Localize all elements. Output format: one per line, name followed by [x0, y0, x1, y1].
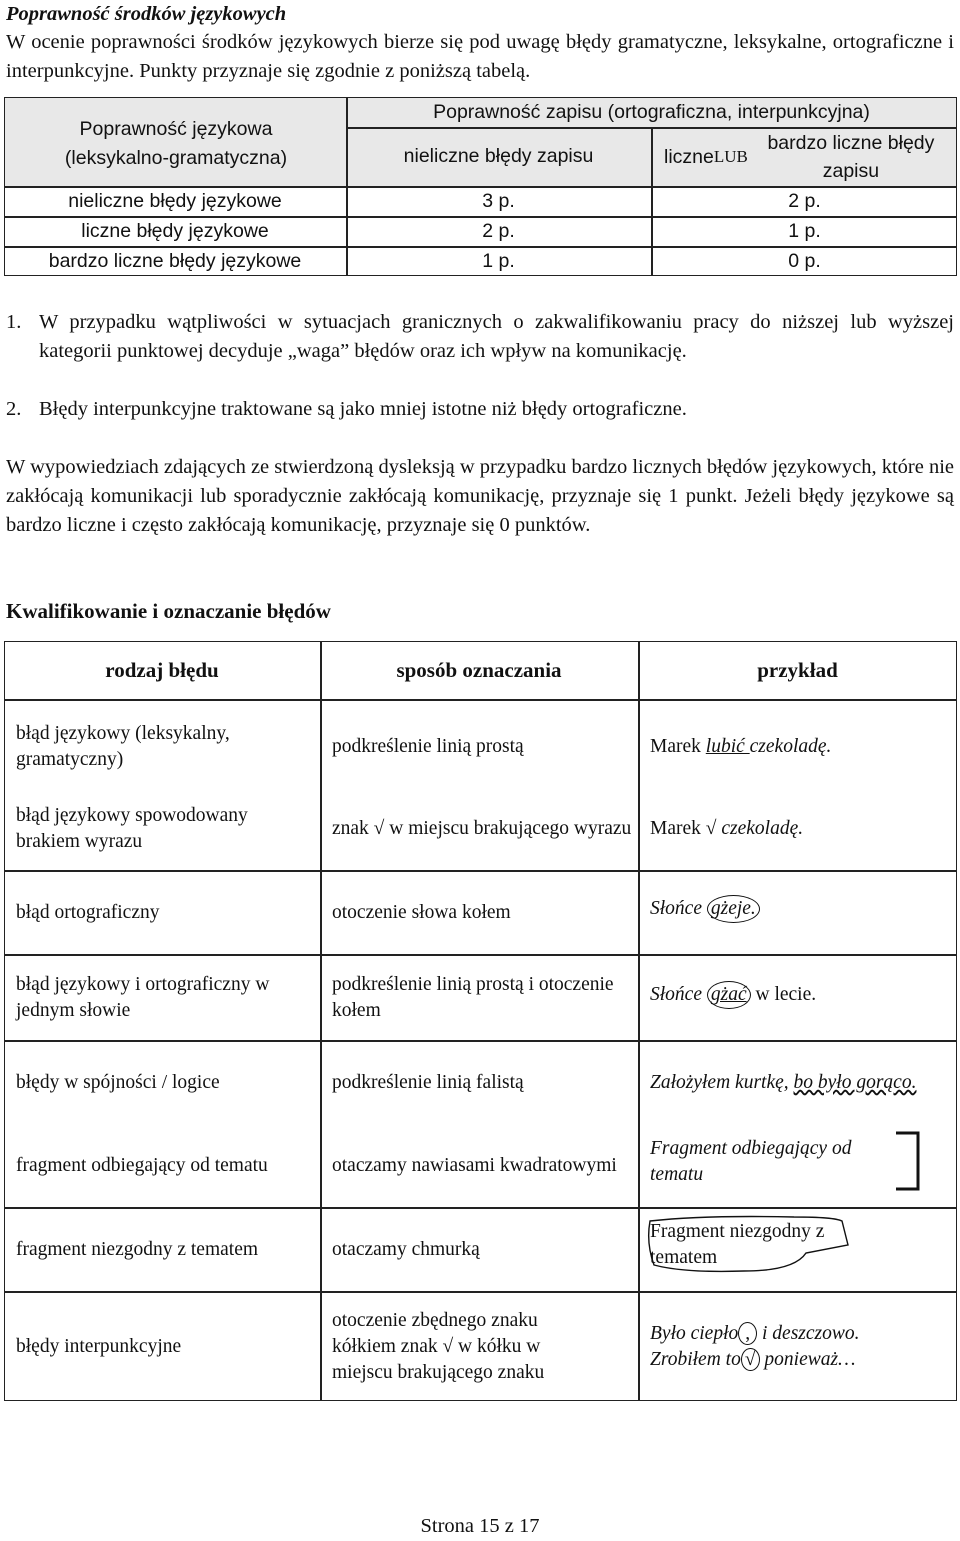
example-text: Słońce [650, 898, 707, 919]
example-text: i deszczowo. [757, 1322, 860, 1344]
col2-text-b: bardzo liczne błędy zapisu [767, 132, 935, 182]
error-example [638, 952, 957, 1037]
example-text: Zrobiłem to [650, 1348, 741, 1370]
score-corner-label: Poprawność językowa (leksykalno-gramatyczna) [64, 118, 288, 169]
example-text: Było ciepło [650, 1322, 739, 1344]
score-row-value: 2 p. [788, 190, 821, 212]
score-table [4, 97, 957, 276]
dyslexia-paragraph: W wypowiedziach zdających ze stwierdzoną dysleksją w przypadku bardzo licznych błędów językowych, które nie zakłócają komunikacji lub sporadycznie zakłócają komunikację, przyznaje się 1 punkt. Jeżeli błędy językowe są bardzo liczne i często zakłócają komunikację, przyznaje się 0 punktów. [6, 456, 954, 536]
score-row-label: nieliczne błędy językowe [68, 190, 282, 212]
error-type: błąd językowy i ortograficzny w jednym słowie [16, 973, 270, 1021]
error-example [638, 869, 957, 949]
example-text: Marek [650, 818, 706, 839]
errors-table [4, 641, 957, 1401]
error-type: fragment niezgodny z tematem [16, 1238, 259, 1260]
note-number: 2. [6, 398, 22, 420]
errors-header-marking: sposób oznaczania [396, 658, 562, 682]
check-mark-icon: √ [741, 1348, 760, 1371]
error-marking: podkreślenie linią prostą [332, 736, 524, 757]
example-wavy: bo było gorąco. [793, 1072, 917, 1093]
error-example [638, 789, 957, 869]
score-row-value: 2 p. [482, 220, 515, 242]
score-col2-header [664, 129, 954, 185]
errors-title: Kwalifikowanie i oznaczanie błędów [6, 599, 331, 623]
example-text: ponieważ… [759, 1348, 856, 1370]
example-text: czekoladę. [749, 736, 832, 757]
error-marking: otaczamy nawiasami kwadratowymi [332, 1155, 617, 1176]
error-type: błędy w spójności / logice [16, 1072, 220, 1093]
example-text: Fragment niezgodny z tematem [650, 1221, 825, 1268]
divider [4, 699, 957, 701]
score-row-label: liczne błędy językowe [81, 220, 269, 242]
example-circled: gżeje. [707, 895, 760, 923]
check-mark-icon: √ [705, 818, 717, 839]
score-row-value: 3 p. [482, 190, 515, 212]
error-example [638, 1041, 948, 1125]
error-example [638, 1292, 957, 1401]
error-marking: podkreślenie linią prostą i otoczenie kołem [332, 973, 614, 1021]
note-number: 1. [6, 311, 22, 333]
col2-lub: LUB [713, 147, 748, 166]
error-type: fragment odbiegający od tematu [16, 1155, 268, 1176]
error-marking: otaczamy chmurką [332, 1238, 480, 1260]
example-text: Marek [650, 736, 706, 757]
error-marking: znak √ w miejscu brakującego wyrazu [332, 818, 632, 839]
error-marking: podkreślenie linią falistą [332, 1072, 524, 1093]
error-example [638, 1205, 878, 1285]
example-text: Założyłem kurtkę, [650, 1072, 794, 1093]
error-example [638, 707, 957, 787]
example-text: Słońce [650, 983, 707, 1005]
score-group-header: Poprawność zapisu (ortograficzna, interpunkcyjna) [433, 100, 870, 123]
example-circled-comma: , [738, 1322, 757, 1345]
score-row-value: 0 p. [788, 250, 821, 272]
error-marking: otoczenie słowa kołem [332, 901, 511, 923]
example-text: Fragment odbiegający od tematu [650, 1138, 852, 1185]
section-title: Poprawność środków językowych [6, 3, 287, 25]
score-row-label: bardzo liczne błędy językowe [48, 250, 302, 272]
error-marking: otoczenie zbędnego znaku kółkiem znak √ w kółku w miejscu brakującego znaku [332, 1309, 545, 1383]
error-type: błąd językowy (leksykalny, gramatyczny) [16, 723, 230, 770]
score-row-value: 1 p. [482, 250, 515, 272]
note-text: Błędy interpunkcyjne traktowane są jako mniej istotne niż błędy ortograficzne. [39, 398, 687, 420]
errors-header-example: przykład [757, 658, 838, 682]
note-text: W przypadku wątpliwości w sytuacjach granicznych o zakwalifikowaniu pracy do niższej lub wyższej kategorii punktowej decyduje „waga” błędów oraz ich wpływ na komunikację. [39, 311, 954, 362]
example-text: czekoladę. [716, 818, 804, 839]
errors-header-type: rodzaj błędu [105, 658, 219, 682]
intro-paragraph: W ocenie poprawności środków językowych bierze się pod uwagę błędy gramatyczne, leksykalne, ortograficzne i interpunkcyjne. Punkty przyznaje się zgodnie z poniższą tabelą. [6, 31, 954, 82]
right-bracket-icon [890, 1130, 926, 1192]
example-underlined: lubić [705, 736, 750, 757]
error-type: błędy interpunkcyjne [16, 1335, 182, 1357]
page-number: Strona 15 z 17 [420, 1515, 540, 1537]
example-circled-underlined: gżać [707, 981, 751, 1009]
error-type: błąd ortograficzny [16, 901, 160, 923]
score-row-value: 1 p. [788, 220, 821, 242]
col2-text-a: liczne [664, 146, 714, 168]
error-type: błąd językowy spowodowany brakiem wyrazu [16, 805, 248, 852]
example-text: w lecie. [750, 983, 817, 1005]
score-col1-header: nieliczne błędy zapisu [403, 145, 594, 167]
